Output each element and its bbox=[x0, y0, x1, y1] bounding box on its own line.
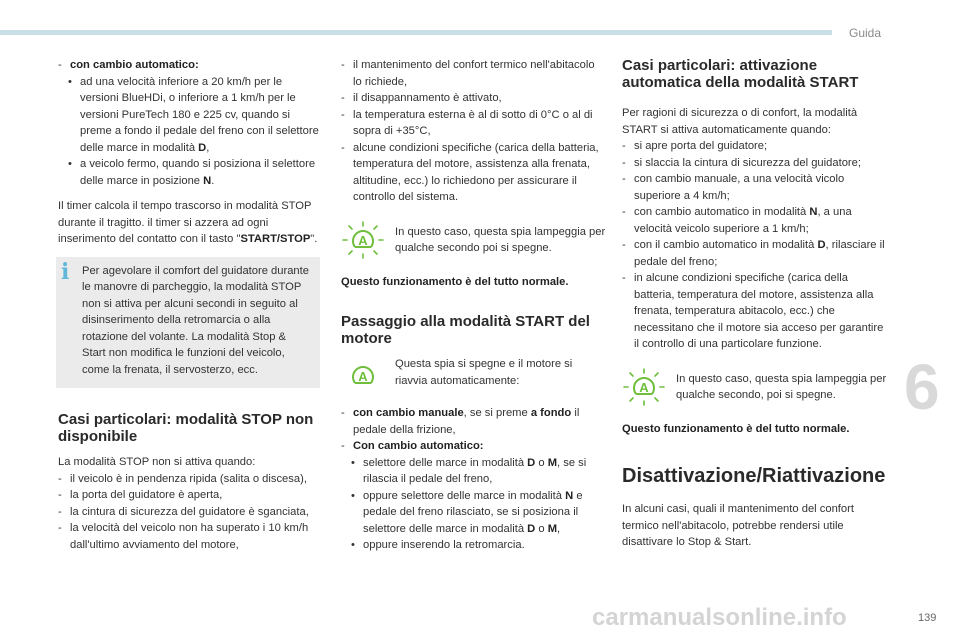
info-text: Per agevolare il comfort del guidatore durante le manovre di parcheggio, la modalità STOP non si attiva per alcuni secondi in seguito al disinserimento della retromarcia o alla rotazione del volante. La modalità Stop & Start non modifica le funzioni del veicolo, come la frenata, il servosterzo, ecc. bbox=[82, 264, 309, 376]
heading-start-auto: Casi particolari: attivazione automatica della modalità START bbox=[622, 57, 859, 91]
lamp-row bbox=[622, 367, 887, 407]
column-2 bbox=[341, 57, 606, 554]
watermark: carmanualsonline.info bbox=[592, 604, 847, 631]
heading-stop-unavailable: Casi particolari: modalità STOP non disponibile bbox=[58, 411, 314, 445]
list-item: - la cintura di sicurezza del guidatore è sganciata, bbox=[58, 505, 309, 518]
section-name: Guida bbox=[849, 26, 882, 40]
auto-label: con cambio automatico: bbox=[70, 59, 199, 71]
heading-start: Passaggio alla modalità START del motore bbox=[341, 313, 590, 347]
page-number: 139 bbox=[918, 612, 937, 624]
list-item: - Con cambio automatico: bbox=[341, 440, 484, 452]
bullet-text: ad una velocità inferiore a 20 km/h per le versioni BlueHDi, o inferiore a 1 km/h per le versioni PureTech 180 e 225 cv, quando si preme a fondo il pedale del freno con il selettore delle marce in modalità bbox=[80, 75, 319, 154]
lamp-row bbox=[341, 220, 606, 260]
info-box bbox=[56, 257, 320, 389]
list-item: • oppure inserendo la retromarcia. bbox=[351, 539, 525, 551]
svg-text:A: A bbox=[358, 369, 368, 384]
list-item: • oppure selettore delle marce in modalità N e pedale del freno rilasciato, se si posiziona il selettore delle marce in modalità D o M, bbox=[351, 489, 583, 535]
list-item: - con il cambio automatico in modalità D, rilasciare il pedale del freno; bbox=[622, 239, 885, 268]
list-item: - con cambio manuale, a una velocità vicolo superiore a 4 km/h; bbox=[622, 173, 845, 202]
normal-text: Questo funzionamento è del tutto normale. bbox=[622, 422, 850, 435]
lamp-text: In questo caso, questa spia lampeggia per qualche secondo, poi si spegne. bbox=[676, 372, 887, 401]
lamp-text: In questo caso, questa spia lampeggia per qualche secondo poi si spegne. bbox=[395, 225, 606, 254]
column-3 bbox=[622, 57, 887, 551]
list-item: - il mantenimento del confort termico nell'abitacolo lo richiede, bbox=[341, 59, 595, 88]
list-item: - il veicolo è in pendenza ripida (salita o discesa), bbox=[58, 472, 307, 485]
timer-paragraph: Il timer calcola il tempo trascorso in modalità STOP durante il tragitto. il timer si azzera ad ogni inserimento del contatto con il tasto "START/STOP". bbox=[58, 200, 318, 245]
chapter-number: 6 bbox=[904, 351, 940, 423]
start-stop-flashing-icon bbox=[622, 367, 670, 407]
list-item: • selettore delle marce in modalità D o M, se si rilascia il pedale del freno, bbox=[351, 456, 587, 485]
bullet-text: a veicolo fermo, quando si posiziona il selettore delle marce in posizione bbox=[80, 158, 316, 187]
svg-text:A: A bbox=[639, 379, 649, 395]
list-item: • a veicolo fermo, quando si posiziona il selettore delle marce in posizione N. bbox=[68, 158, 316, 187]
heading-disattivazione: Disattivazione/Riattivazione bbox=[622, 465, 886, 487]
list-item: - in alcune condizioni specifiche (carica della batteria, temperatura del motore, assistenza alla frenata, temperatura abitacolo, ecc.) che necessitano che il motore sia acceso per garantire il controllo di una particolare funzione. bbox=[622, 272, 884, 350]
list-item: - con cambio automatico in modalità N, a una velocità veicolo superiore a 1 km/h; bbox=[622, 206, 852, 235]
list-item: - la porta del guidatore è aperta, bbox=[58, 489, 223, 501]
start-lamp-row bbox=[341, 356, 606, 396]
svg-text:A: A bbox=[358, 232, 368, 248]
list-item: - si slaccia la cintura di sicurezza del guidatore; bbox=[622, 156, 861, 169]
list-item: - la temperatura esterna è al di sotto di 0°C o al di sopra di +35°C, bbox=[341, 108, 593, 137]
start-auto-intro: Per ragioni di sicurezza o di confort, la modalità START si attiva automaticamente quando: bbox=[622, 107, 858, 136]
list-item: - si apre porta del guidatore; bbox=[622, 140, 768, 152]
column-1 bbox=[58, 57, 320, 553]
list-item: - la velocità del veicolo non ha superato i 10 km/h dall'ultimo avviamento del motore, bbox=[58, 522, 309, 551]
start-stop-flashing-icon bbox=[341, 220, 389, 260]
mode-d: D bbox=[198, 141, 207, 154]
list-item: • ad una velocità inferiore a 20 km/h per le versioni BlueHDi, o inferiore a 1 km/h per le versioni PureTech 180 e 225 cv, quando si preme a fondo il pedale del freno con il selettore delle marce in modalità D, bbox=[68, 75, 319, 154]
start-stop-key: START/STOP bbox=[240, 233, 311, 245]
header-bar bbox=[0, 30, 832, 35]
info-icon: i bbox=[61, 258, 70, 285]
stop-intro: La modalità STOP non si attiva quando: bbox=[58, 456, 256, 468]
list-item: - con cambio manuale, se si preme a fondo il pedale della frizione, bbox=[341, 407, 580, 436]
list-item: - con cambio automatico: bbox=[58, 59, 199, 71]
mode-n: N bbox=[203, 174, 212, 187]
list-item: - alcune condizioni specifiche (carica della batteria, temperatura del motore, assistenza alla frenata, altitudine, ecc.) lo richiedono per assicurare il controllo del sistema. bbox=[341, 141, 599, 203]
disatt-text: In alcuni casi, quali il mantenimento del confort termico nell'abitacolo, potrebbe rendersi utile disattivare lo Stop & Start. bbox=[622, 503, 854, 548]
list-item: - il disappannamento è attivato, bbox=[341, 92, 502, 104]
normal-text: Questo funzionamento è del tutto normale. bbox=[341, 275, 569, 288]
start-lamp-text: Questa spia si spegne e il motore si riavvia automaticamente: bbox=[395, 358, 573, 387]
start-stop-icon bbox=[341, 356, 389, 396]
